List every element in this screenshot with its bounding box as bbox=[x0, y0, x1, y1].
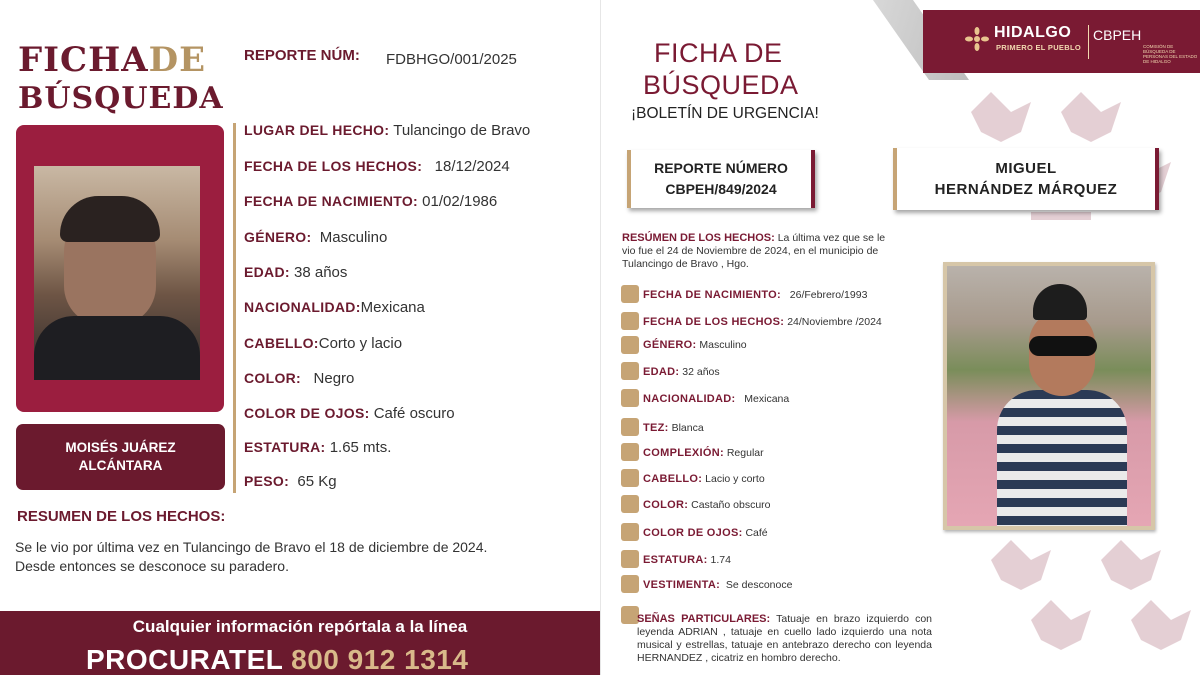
right-title-line1: FICHA DE bbox=[654, 38, 783, 68]
right-field-color-ojos: COLOR DE OJOS: Café bbox=[643, 527, 768, 539]
left-field-peso: PESO: 65 Kg bbox=[244, 473, 337, 490]
right-person-photo bbox=[943, 262, 1155, 530]
right-field-genero: GÉNERO: Masculino bbox=[643, 339, 747, 351]
bird-pattern-bottom-icon bbox=[981, 530, 1200, 675]
cake-icon bbox=[621, 285, 639, 303]
left-field-genero: GÉNERO: Masculino bbox=[244, 229, 388, 246]
feather-icon bbox=[621, 418, 639, 436]
right-field-nacimiento: FECHA DE NACIMIENTO: 26/Febrero/1993 bbox=[643, 289, 868, 301]
eye-icon bbox=[621, 523, 639, 541]
calendar-icon bbox=[621, 312, 639, 330]
left-field-cabello: CABELLO:Corto y lacio bbox=[244, 335, 403, 352]
left-field-lugar: LUGAR DEL HECHO: Tulancingo de Bravo bbox=[244, 122, 531, 139]
right-field-nacionalidad: NACIONALIDAD: Mexicana bbox=[643, 393, 790, 405]
id-card-icon bbox=[621, 389, 639, 407]
right-poster bbox=[600, 0, 1200, 675]
right-reporte-card: REPORTE NÚMERO CBPEH/849/2024 bbox=[627, 150, 815, 208]
right-senas: SEÑAS PARTICULARES: Tatuaje en brazo izquierdo con leyenda ADRIAN , tatuaje en cuello lado izquierdo una nota musical y estrellas, tatuaje en antebrazo derecho con leyenda HERNANDEZ , cicatriz en hombro derecho. bbox=[637, 613, 932, 664]
family-icon bbox=[621, 362, 639, 380]
right-field-complexion: COMPLEXIÓN: Regular bbox=[643, 447, 764, 459]
left-person-name: MOISÉS JUÁREZ ALCÁNTARA bbox=[16, 424, 225, 490]
palette-icon bbox=[621, 495, 639, 513]
left-footer bbox=[0, 611, 600, 675]
right-title-line2: BÚSQUEDA bbox=[643, 70, 799, 100]
gov-name: HIDALGO bbox=[994, 24, 1072, 41]
left-reporte-value: FDBHGO/001/2025 bbox=[386, 51, 517, 68]
right-urgencia: ¡BOLETÍN DE URGENCIA! bbox=[631, 105, 819, 122]
left-resumen-text: Se le vio por última vez en Tulancingo de Bravo el 18 de diciembre de 2024. Desde entonces se desconoce su paradero. bbox=[15, 539, 488, 574]
hair-icon bbox=[621, 469, 639, 487]
footer-phone-number: 800 912 1314 bbox=[291, 644, 469, 675]
hidalgo-flower-icon bbox=[964, 26, 990, 52]
left-person-photo bbox=[34, 166, 200, 380]
right-resumen: RESÚMEN DE LOS HECHOS: La última vez que se le vio fue el 24 de Noviembre de 2024, en el municipio de Tulancingo de Bravo , Hgo. bbox=[622, 232, 886, 270]
left-reporte-label: REPORTE NÚM: bbox=[244, 47, 360, 64]
right-field-estatura: ESTATURA: 1.74 bbox=[643, 554, 731, 566]
right-field-tez: TEZ: Blanca bbox=[643, 422, 704, 434]
left-field-edad: EDAD: 38 años bbox=[244, 264, 348, 281]
ruler-icon bbox=[621, 550, 639, 568]
footer-info-text: Cualquier información repórtala a la línea bbox=[132, 617, 468, 636]
shirt-icon bbox=[621, 575, 639, 593]
left-field-fecha-hechos: FECHA DE LOS HECHOS: 18/12/2024 bbox=[244, 158, 510, 175]
left-title-ficha: FICHADE bbox=[18, 40, 207, 80]
right-field-vestimenta: VESTIMENTA: Se desconoce bbox=[643, 579, 793, 591]
right-field-cabello: CABELLO: Lacio y corto bbox=[643, 473, 765, 485]
left-resumen-label: RESUMEN DE LOS HECHOS: bbox=[17, 508, 226, 525]
left-title-busqueda: BÚSQUEDA bbox=[18, 81, 224, 116]
gov-cbpeh: CBPEH bbox=[1093, 27, 1142, 43]
left-field-estatura: ESTATURA: 1.65 mts. bbox=[244, 439, 392, 456]
left-field-fecha-nacimiento: FECHA DE NACIMIENTO: 01/02/1986 bbox=[244, 193, 498, 210]
left-field-color: COLOR: Negro bbox=[244, 370, 355, 387]
right-person-name-card: MIGUEL HERNÁNDEZ MÁRQUEZ bbox=[893, 148, 1159, 210]
gov-cbpeh-sub: COMISIÓN DE BÚSQUEDA DE PERSONAS DEL ESTADO DE HIDALGO bbox=[1143, 44, 1198, 64]
gender-icon bbox=[621, 336, 639, 354]
footer-phone-line: PROCURATEL 800 912 1314 bbox=[86, 644, 469, 675]
left-divider bbox=[233, 123, 236, 493]
body-icon bbox=[621, 443, 639, 461]
left-field-nacionalidad: NACIONALIDAD:Mexicana bbox=[244, 299, 425, 316]
left-field-color-ojos: COLOR DE OJOS: Café oscuro bbox=[244, 405, 455, 422]
right-field-fecha-hechos: FECHA DE LOS HECHOS: 24/Noviembre /2024 bbox=[643, 316, 882, 328]
right-field-edad: EDAD: 32 años bbox=[643, 366, 720, 378]
gov-separator bbox=[1088, 25, 1089, 59]
gov-slogan: PRIMERO EL PUEBLO bbox=[996, 43, 1081, 52]
right-field-color: COLOR: Castaño obscuro bbox=[643, 499, 771, 511]
